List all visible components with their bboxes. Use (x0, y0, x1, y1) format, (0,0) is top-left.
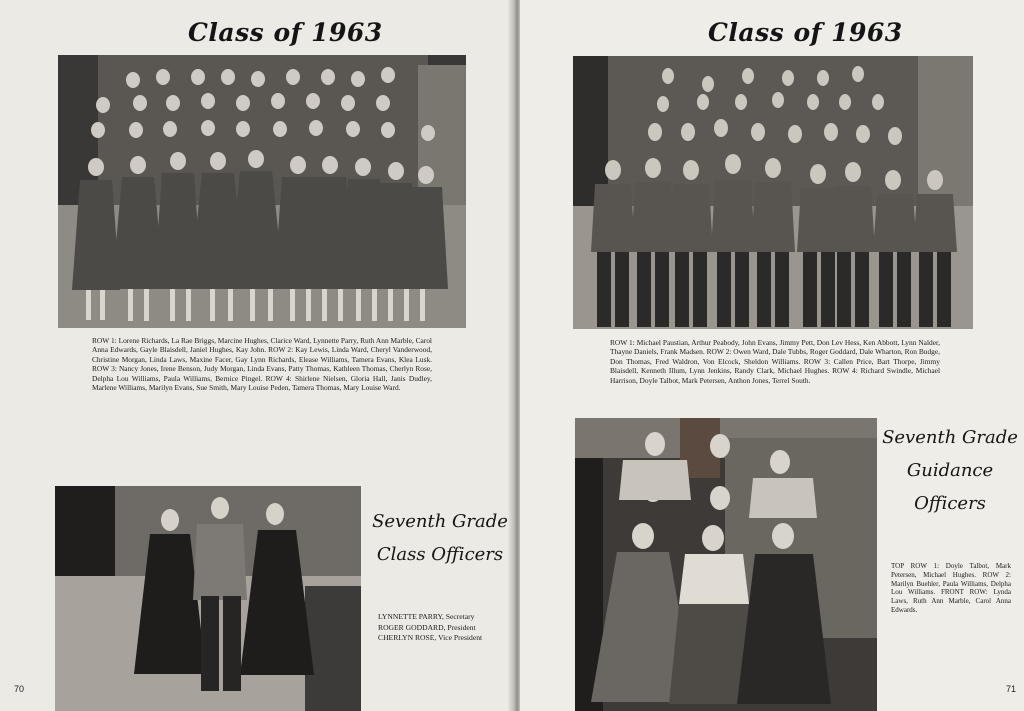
class-officers-title (372, 505, 508, 571)
officer-president: ROGER GODDARD, President (378, 622, 476, 632)
right-page (520, 0, 1024, 711)
page-number-right: 71 (1006, 684, 1017, 694)
guidance-officers-title-line2: Guidance (906, 460, 994, 481)
guidance-officers-caption: TOP ROW 1: Doyle Talbot, Mark Petersen, Michael Hughes. ROW 2: Marilyn Buehler, Paula Williams, Delpha Lou Williams. FRONT ROW: Lynda Laws, Ruth Ann Marble, Carol Anna Edwards. (891, 562, 1011, 614)
guidance-officers-photo-image (575, 418, 877, 711)
class-officers-photo-image (55, 486, 361, 711)
right-page-heading: Class of 1963 (708, 18, 903, 47)
guidance-officers-title-line1: Seventh Grade (882, 427, 1018, 448)
boys-class-photo (573, 56, 973, 329)
class-officers-title-line1: Seventh Grade (372, 511, 508, 532)
officer-secretary: LYNNETTE PARRY, Secretary (378, 612, 475, 621)
boys-class-photo-image (573, 56, 973, 329)
girls-photo-caption: ROW 1: Lorene Richards, La Rae Briggs, Marcine Hughes, Clarice Ward, Lynnette Parry, Ruth Ann Marble, Carol Anna Edwards, Gayle Blaisdell, Janiel Hughes, Kay John. ROW 2: Kay Lewis, Linda Ward, Cheryl Vanderwood, Christine Morgan, Linda Laws, Maxine Facer, Gay Lynn Richards, Elease Williams, Tamera Evans, Klea Lusk. ROW 3: Nancy Jones, Irene Benson, Judy Morgan, Linda Evans, Patty Thomas, Kathleen Thomas, Cherlyn Rose, Delpha Lou Williams, Paula Williams, Bernice Pingel. ROW 4: Shirlene Nielsen, Gloria Hall, Janis Dudley, Marlene Williams, Marilyn Evans, Sue Smith, Mary Louise Peden, Tamera Thomas, Mary Louise Ward. (92, 336, 432, 393)
page-number-left: 70 (14, 684, 25, 694)
girls-class-photo-image (58, 55, 466, 328)
class-officers-list (378, 612, 482, 644)
guidance-officers-photo (575, 418, 877, 711)
guidance-officers-title-line3: Officers (914, 493, 986, 514)
boys-photo-caption: ROW 1: Michael Paustian, Arthur Peabody, John Evans, Jimmy Pett, Don Lev Hess, Ken Abbott, Lynn Nalder, Thayne Daniels, Frank Madsen. ROW 2: Owen Ward, Dale Tubbs, Roger Goddard, Dale Wharton, Ron Budge, Don Thomas, Fred Waldron, Von Elcock, Sheldon Williams. ROW 3: Callen Price, Bart Thorpe, Jimmy Blaisdell, Kenneth Illum, Lynn Jenkins, Randy Clark, Michael Hughes. ROW 4: Richard Swindle, Michael Harrison, Doyle Talbot, Mark Petersen, Anthon Jones, Terrel South. (610, 338, 940, 385)
class-officers-photo (55, 486, 361, 711)
left-page-heading: Class of 1963 (188, 18, 383, 47)
officer-vice-president: CHERLYN ROSE, Vice President (378, 633, 483, 642)
guidance-officers-title (882, 421, 1018, 520)
class-officers-title-line2: Class Officers (376, 544, 504, 565)
girls-class-photo (58, 55, 466, 328)
